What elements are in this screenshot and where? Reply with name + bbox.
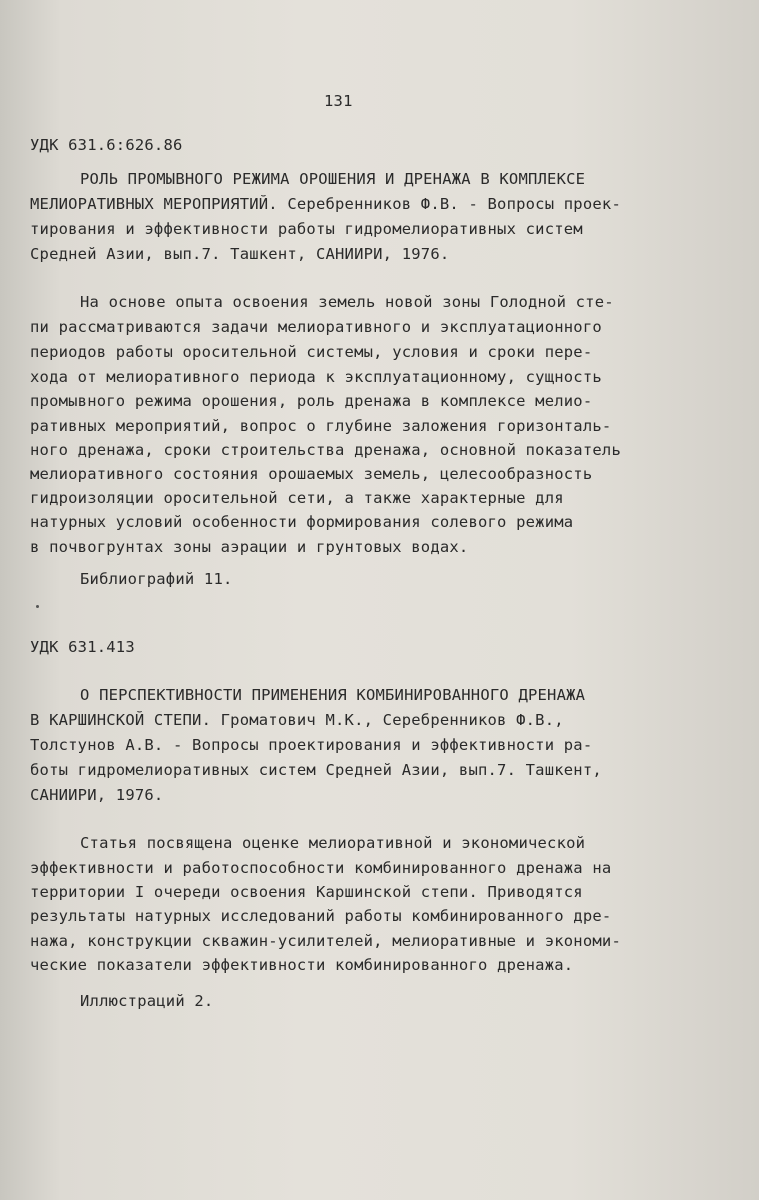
abstract-line: ного дренажа, сроки строительства дренажа, основной показатель (30, 441, 621, 459)
abstract-line: ративных мероприятий, вопрос о глубине заложения горизонталь- (30, 417, 612, 435)
abstract-line: пи рассматриваются задачи мелиоративного и эксплуатационного (30, 318, 602, 336)
illustrations-note: Иллюстраций 2. (80, 992, 214, 1010)
abstract-line: Статья посвящена оценке мелиоративной и экономической (80, 834, 586, 852)
abstract-line: нажа, конструкции скважин-усилителей, мелиоративные и экономи- (30, 932, 621, 950)
abstract-line: На основе опыта освоения земель новой зоны Голодной сте- (80, 293, 614, 311)
abstract-line: в почвогрунтах зоны аэрации и грунтовых водах. (30, 538, 469, 556)
abstract-line: периодов работы оросительной системы, условия и сроки пере- (30, 343, 593, 361)
entry-title-line: О ПЕРСПЕКТИВНОСТИ ПРИМЕНЕНИЯ КОМБИНИРОВАННОГО ДРЕНАЖА (80, 686, 586, 704)
abstract-line: ческие показатели эффективности комбинированного дренажа. (30, 956, 574, 974)
abstract-line: хода от мелиоративного периода к эксплуатационному, сущность (30, 368, 602, 386)
entry-title-line: тирования и эффективности работы гидромелиоративных систем (30, 220, 583, 238)
abstract-line: территории I очереди освоения Каршинской степи. Приводятся (30, 883, 583, 901)
udk-code: УДК 631.6:626.86 (30, 136, 183, 154)
bibliography-note: Библиографий 11. (80, 570, 233, 588)
abstract-line: результаты натурных исследований работы комбинированного дре- (30, 907, 612, 925)
stray-mark (36, 605, 39, 608)
entry-title-line: Средней Азии, вып.7. Ташкент, САНИИРИ, 1976. (30, 245, 450, 263)
entry-title-line: РОЛЬ ПРОМЫВНОГО РЕЖИМА ОРОШЕНИЯ И ДРЕНАЖА В КОМПЛЕКСЕ (80, 170, 586, 188)
entry-title-line: МЕЛИОРАТИВНЫХ МЕРОПРИЯТИЙ. Серебренников Ф.В. - Вопросы проек- (30, 195, 621, 213)
page-number: 131 (324, 92, 353, 110)
entry-title-line: В КАРШИНСКОЙ СТЕПИ. Громатович М.К., Серебренников Ф.В., (30, 711, 564, 729)
abstract-line: мелиоративного состояния орошаемых земель, целесообразность (30, 465, 593, 483)
entry-title-line: САНИИРИ, 1976. (30, 786, 164, 804)
abstract-line: эффективности и работоспособности комбинированного дренажа на (30, 859, 612, 877)
abstract-line: натурных условий особенности формирования солевого режима (30, 513, 574, 531)
abstract-line: промывного режима орошения, роль дренажа в комплексе мелио- (30, 392, 593, 410)
abstract-line: гидроизоляции оросительной сети, а также характерные для (30, 489, 564, 507)
entry-title-line: боты гидромелиоративных систем Средней Азии, вып.7. Ташкент, (30, 761, 602, 779)
udk-code: УДК 631.413 (30, 638, 135, 656)
entry-title-line: Толстунов А.В. - Вопросы проектирования и эффективности ра- (30, 736, 593, 754)
